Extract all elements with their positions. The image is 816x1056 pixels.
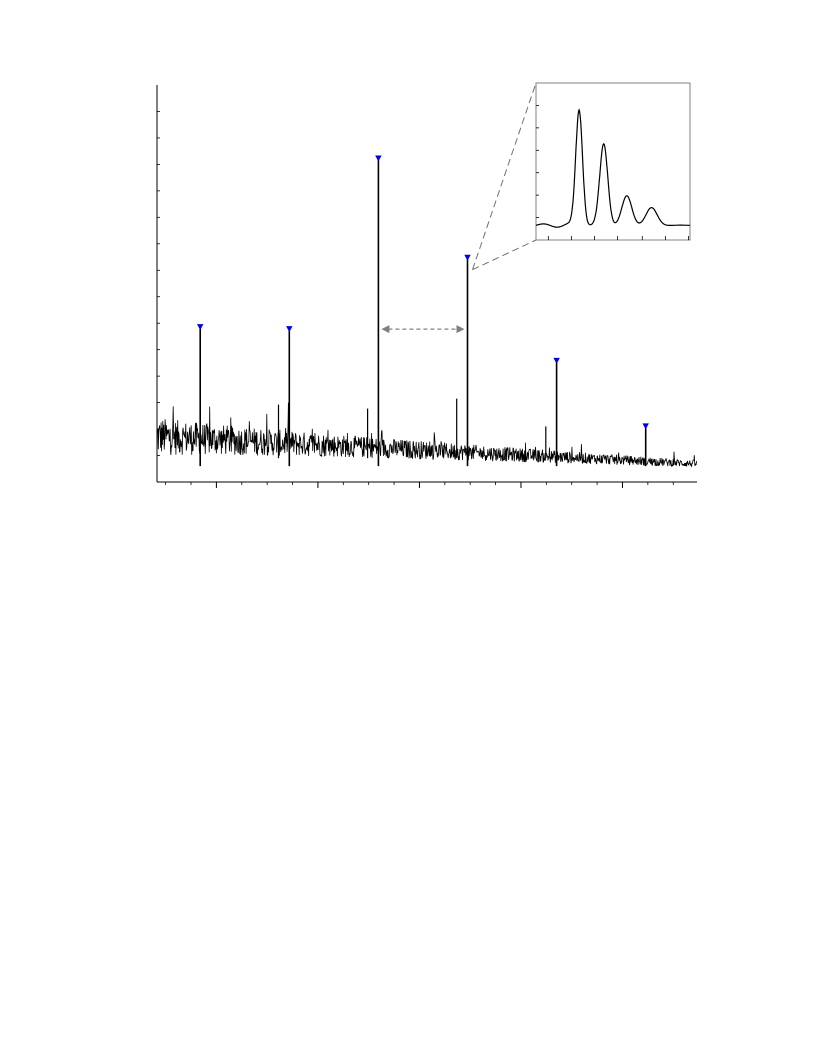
peak-marker-icon-3: [375, 155, 381, 161]
spectrum-trace: [157, 403, 697, 467]
peak-marker-icon-2: [286, 326, 292, 332]
inset-zoom-plot: [536, 83, 690, 240]
peak-marker-icon-6: [643, 423, 649, 429]
arrowhead-right-icon: [457, 325, 465, 333]
peak-marker-icon-5: [553, 358, 559, 364]
peak-marker-icon-1: [197, 324, 203, 330]
zoom-guide-top: [473, 83, 537, 270]
inset-frame: [536, 83, 690, 240]
peak-spacing-arrow: [381, 325, 464, 333]
peak-marker-icon-4: [464, 255, 470, 261]
zoom-guide-lines: [473, 83, 537, 270]
zoom-guide-bottom: [473, 240, 537, 270]
arrowhead-left-icon: [381, 325, 389, 333]
